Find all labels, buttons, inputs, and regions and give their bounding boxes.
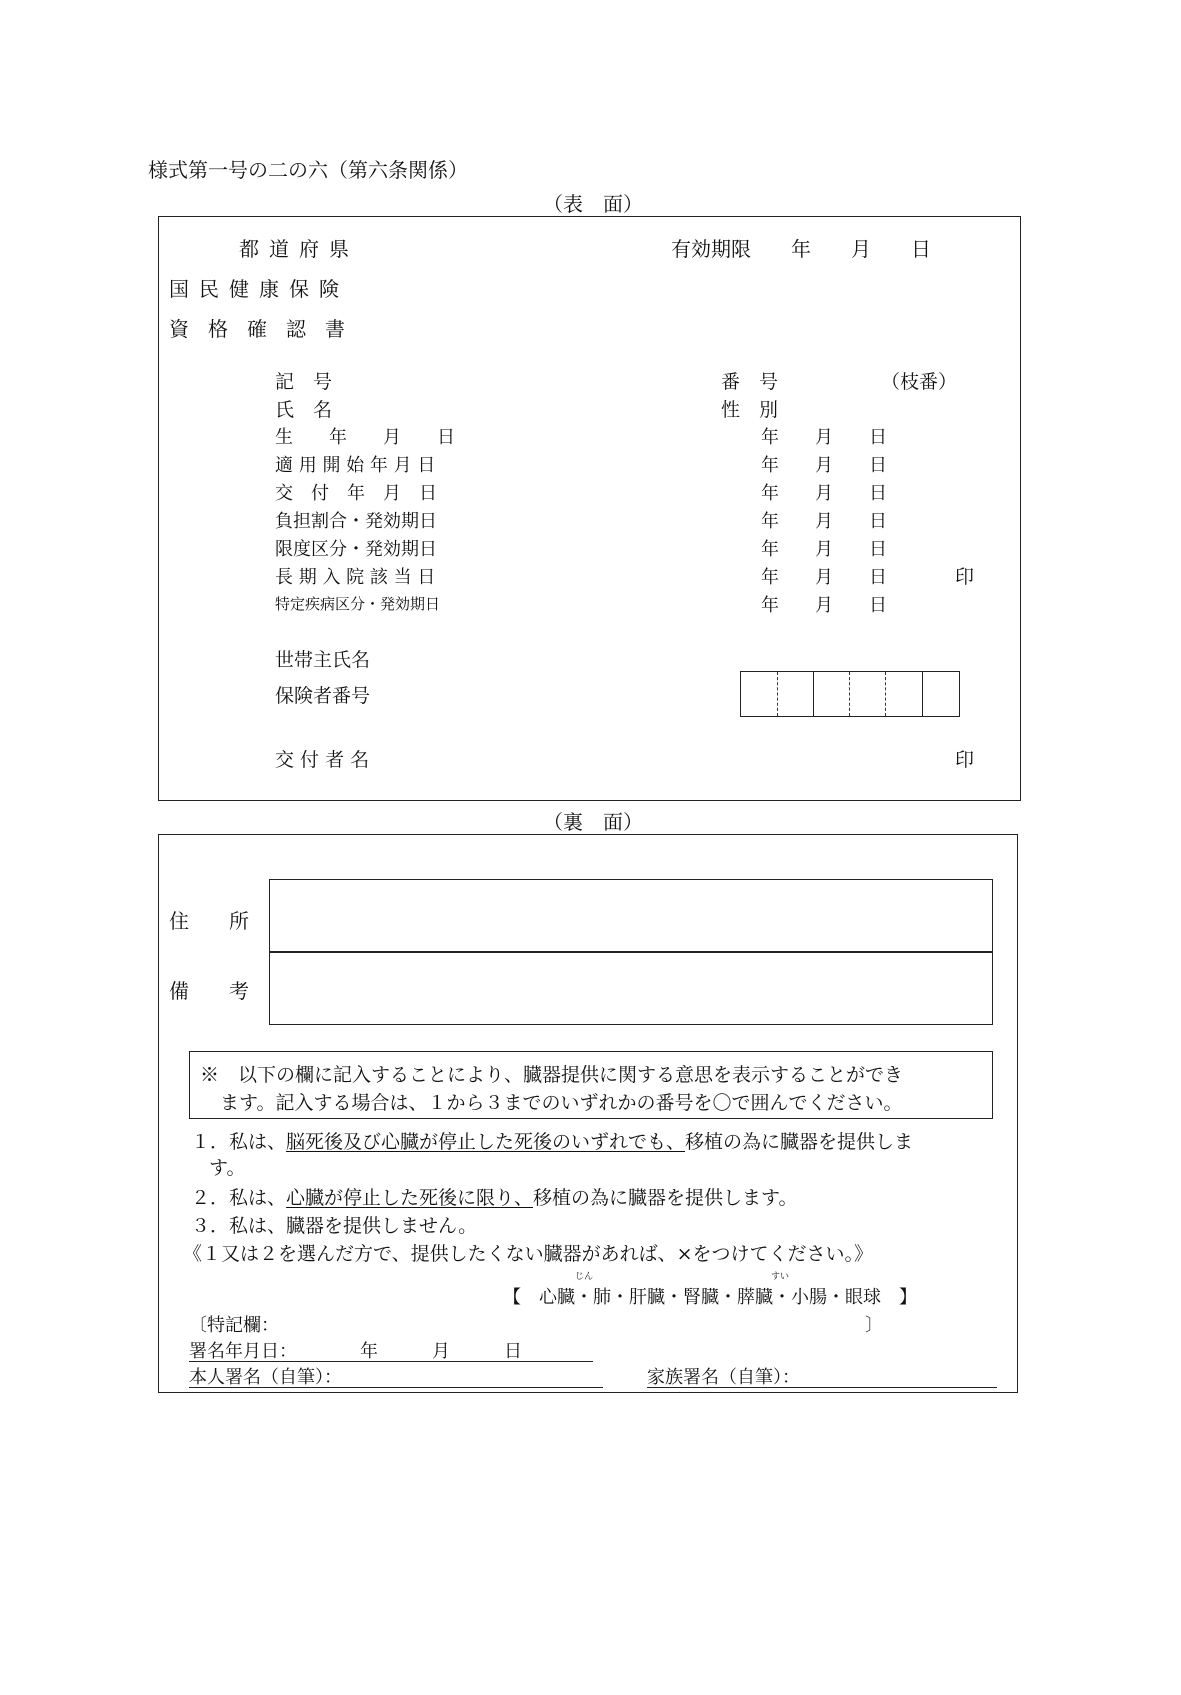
option-1-condition: 脳死後及び心臓が停止した死後のいずれでも、: [286, 1131, 686, 1153]
family-signature[interactable]: 家族署名（自筆）：: [647, 1363, 997, 1388]
remarks-label: 備 考: [169, 979, 249, 1003]
nhi-label: 国民健康保険: [169, 277, 349, 301]
birth-label: 生 年 月 日: [275, 427, 455, 448]
kofusha-label: 交 付 者 名: [275, 749, 370, 771]
kigo-label: 記 号: [275, 371, 333, 393]
choki-date: 年 月 日: [761, 567, 887, 588]
option-2-prefix: ２．私は、: [191, 1187, 287, 1209]
option-1-cont: す。: [209, 1157, 246, 1179]
ruby-jin: じん: [575, 1272, 594, 1282]
gendo-label: 限度区分・発効期日: [275, 539, 437, 560]
kofu-label: 交 付 年 月 日: [275, 483, 437, 504]
organ-list[interactable]: 【 心臓・肺・肝臓・腎臓・膵臓・小腸・眼球 】: [503, 1287, 917, 1308]
bango-label: 番 号: [721, 371, 779, 393]
futan-date: 年 月 日: [761, 511, 887, 532]
option-1[interactable]: [191, 1127, 913, 1154]
option-3[interactable]: ３．私は、臓器を提供しません。: [191, 1215, 478, 1237]
kofusha-seal: 印: [955, 749, 975, 771]
shimei-label: 氏 名: [275, 399, 333, 421]
ruby-sui: すい: [771, 1272, 790, 1282]
prefecture-label: 都道府県: [239, 237, 359, 261]
special-notes-close: 〕: [865, 1315, 883, 1336]
back-label: （裏 面）: [543, 810, 643, 834]
form-title: 様式第一号の二の六（第六条関係）: [148, 158, 468, 182]
setainushi-label: 世帯主氏名: [275, 649, 371, 671]
option-1-suffix: 移植の為に臓器を提供しま: [685, 1131, 914, 1153]
notice-line-2: ます。記入する場合は、１から３までのいずれかの番号を〇で囲んでください。: [220, 1092, 903, 1114]
notice-line-1: ※ 以下の欄に記入することにより、臓器提供に関する意思を表示することができ: [200, 1064, 904, 1086]
organ-notice-box: [189, 1051, 993, 1119]
organ-note: 《１又は２を選んだ方で、提供したくない臓器があれば、×をつけてください。》: [183, 1243, 874, 1265]
option-2-condition: 心臓が停止した死後に限り、: [286, 1187, 534, 1209]
tokutei-date: 年 月 日: [761, 595, 887, 616]
front-label: （表 面）: [543, 192, 643, 216]
futan-label: 負担割合・発効期日: [275, 511, 437, 532]
choki-seal: 印: [955, 566, 975, 588]
address-label: 住 所: [169, 909, 249, 933]
hokensha-bango-label: 保険者番号: [275, 685, 371, 707]
option-2-suffix: 移植の為に臓器を提供します。: [533, 1187, 798, 1209]
insurer-number-box[interactable]: [740, 671, 960, 717]
tekiyo-label: 適 用 開 始 年 月 日: [275, 455, 436, 476]
expiry-date: 有効期限 年 月 日: [671, 237, 931, 261]
special-notes-field[interactable]: [279, 1311, 849, 1335]
back-card: [158, 834, 1018, 1393]
tokutei-label: 特定疾病区分・発効期日: [275, 595, 441, 613]
birth-date: 年 月 日: [761, 427, 887, 448]
tekiyo-date: 年 月 日: [761, 455, 887, 476]
gendo-date: 年 月 日: [761, 539, 887, 560]
address-field[interactable]: [269, 879, 993, 953]
remarks-field[interactable]: [269, 951, 993, 1025]
option-2[interactable]: [191, 1183, 798, 1210]
option-1-prefix: １．私は、: [191, 1131, 287, 1153]
kofu-date: 年 月 日: [761, 483, 887, 504]
front-card: [158, 216, 1021, 801]
special-notes-open: 〔特記欄：: [189, 1315, 279, 1336]
edaban-label: （枝番）: [881, 371, 958, 393]
seibetsu-label: 性 別: [721, 399, 779, 421]
signature-date[interactable]: 署名年月日： 年 月 日: [189, 1337, 593, 1362]
self-signature[interactable]: 本人署名（自筆）：: [189, 1363, 603, 1388]
cert-label: 資格確認書: [169, 317, 364, 341]
choki-label: 長 期 入 院 該 当 日: [275, 567, 436, 588]
